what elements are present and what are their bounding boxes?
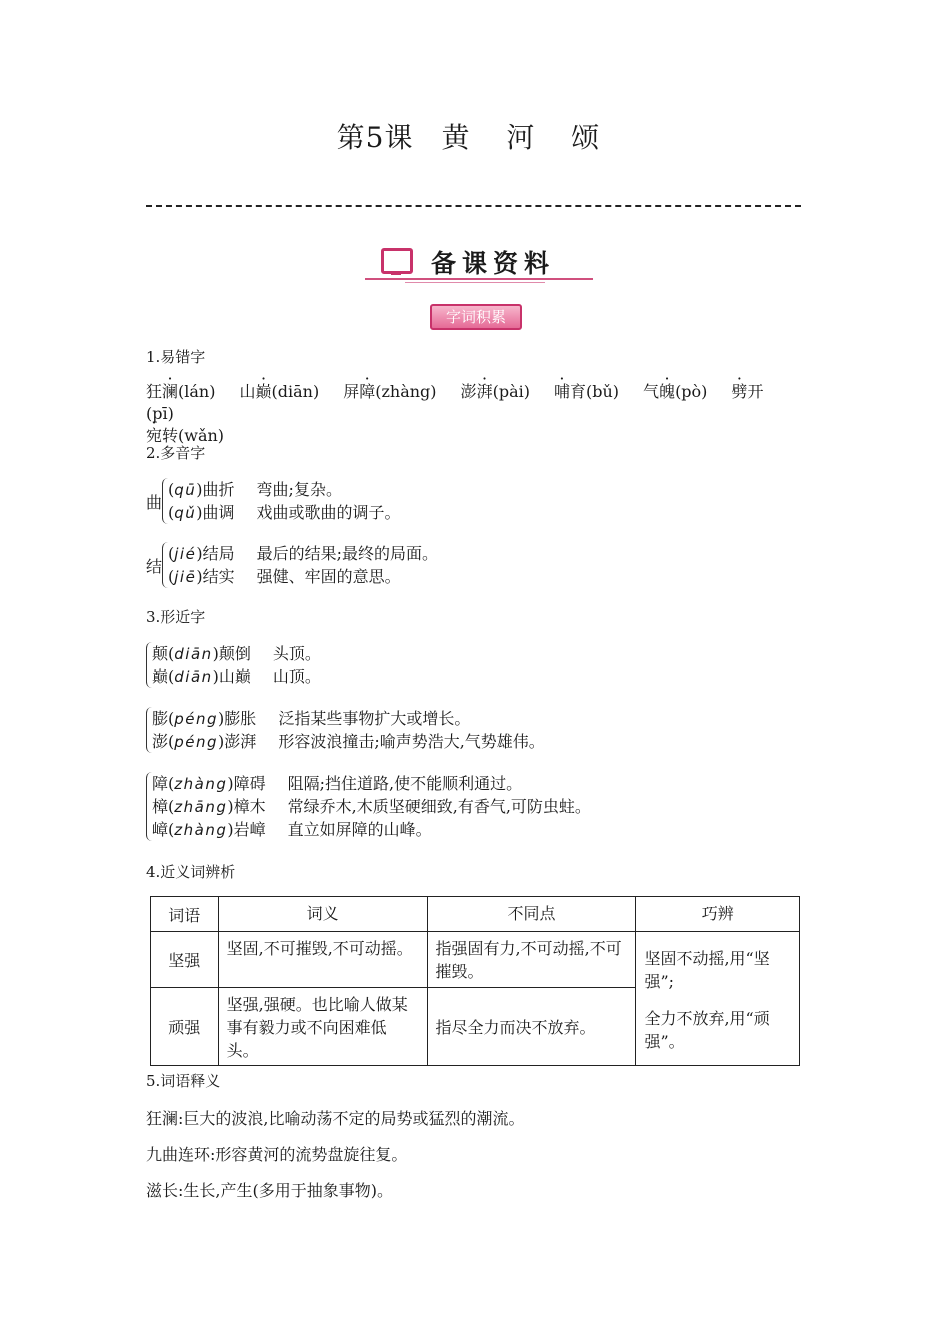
dotted-char: 湃 — [476, 382, 493, 401]
paren: ( — [168, 503, 175, 522]
wrong-char-list — [146, 381, 806, 447]
wrong-char-entry — [554, 382, 619, 401]
meaning: 强健、牢固的意思。 — [256, 567, 401, 586]
similar-char-row — [146, 642, 766, 665]
paren: ) — [227, 797, 234, 816]
polyphone-group — [162, 542, 662, 588]
word: 结局 — [202, 544, 235, 563]
paren: ) — [227, 820, 234, 839]
tip-cell — [636, 932, 800, 1066]
paren: ) — [212, 644, 219, 663]
similar-char-row — [146, 707, 766, 730]
meaning: 最后的结果;最终的局面。 — [256, 544, 438, 563]
word: 膨胀 — [224, 709, 257, 728]
paren: ( — [168, 644, 175, 663]
section-label: 备课资料 — [431, 249, 556, 278]
meaning: 常绿乔木,木质坚硬细致,有香气,可防虫蛀。 — [287, 797, 591, 816]
table-header: 词语 — [151, 897, 219, 932]
similar-char-group — [146, 707, 766, 753]
header-underline — [365, 278, 593, 280]
paren: ( — [168, 732, 175, 751]
paren: ) — [212, 667, 219, 686]
polyphone-group — [162, 478, 662, 524]
dotted-char: 巅 — [255, 382, 272, 401]
paren: ) — [196, 480, 203, 499]
word: 结实 — [202, 567, 235, 586]
paren: ) — [218, 709, 225, 728]
paren: ( — [168, 544, 175, 563]
pinyin: jiē — [174, 568, 197, 586]
entry-reading: 开(pī) — [146, 382, 764, 423]
entry-reading: (pò) — [675, 382, 708, 401]
polyphone-row — [162, 565, 662, 588]
pinyin: zhàng — [174, 775, 228, 793]
char: 障 — [152, 774, 169, 793]
polyphone-char: 结 — [146, 557, 163, 576]
word: 曲调 — [202, 503, 235, 522]
similar-char-row — [146, 772, 766, 795]
section-header — [365, 244, 593, 282]
synonym-table — [150, 896, 800, 1066]
meaning: 戏曲或歌曲的调子。 — [256, 503, 401, 522]
wrong-char-entry — [343, 382, 436, 401]
pinyin: diān — [174, 645, 213, 663]
word: 岩嶂 — [233, 820, 266, 839]
s2-heading: 2.多音字 — [146, 444, 206, 462]
paren: ( — [168, 774, 175, 793]
char: 膨 — [152, 709, 169, 728]
char: 颠 — [152, 644, 169, 663]
definition-item: 狂澜:巨大的波浪,比喻动荡不定的局势或猛烈的潮流。 — [146, 1109, 525, 1128]
paren: ) — [227, 774, 234, 793]
paren: ( — [168, 820, 175, 839]
char: 嶂 — [152, 820, 169, 839]
brace-mark — [146, 707, 152, 753]
pinyin: qǔ — [174, 504, 197, 522]
table-cell: 指强固有力,不可动摇,不可摧毁。 — [427, 932, 636, 988]
table-cell: 顽强 — [151, 988, 219, 1066]
table-header: 词义 — [218, 897, 427, 932]
entry-prefix: 澎 — [460, 382, 477, 401]
tip-text: 坚固不动摇,用“坚强”; — [644, 948, 770, 991]
subsection-badge: 字词积累 — [430, 304, 522, 330]
brace-mark — [162, 542, 168, 588]
entry-reading: (zhàng) — [375, 382, 437, 401]
paren: ( — [168, 667, 175, 686]
paren: ) — [196, 503, 203, 522]
header-underline-thin — [405, 282, 545, 283]
meaning: 头顶。 — [272, 644, 321, 663]
dotted-char: 哺 — [553, 382, 570, 401]
page-title — [0, 116, 950, 156]
entry-prefix: 气 — [643, 382, 660, 401]
pinyin: diān — [174, 668, 213, 686]
entry-reading: (pài) — [492, 382, 530, 401]
similar-char-row — [146, 795, 766, 818]
entry-reading: (diān) — [271, 382, 320, 401]
similar-char-row — [146, 665, 766, 688]
paren: ( — [168, 567, 175, 586]
polyphone-row — [162, 542, 662, 565]
meaning: 形容波浪撞击;喻声势浩大,气势雄伟。 — [278, 732, 545, 751]
table-cell: 坚强 — [151, 932, 219, 988]
dashed-divider — [146, 205, 801, 207]
similar-char-row — [146, 818, 766, 841]
paren: ( — [168, 480, 175, 499]
paren: ( — [168, 797, 175, 816]
dotted-char: 澜 — [162, 382, 179, 401]
s4-heading: 4.近义词辨析 — [146, 863, 236, 881]
word: 颠倒 — [218, 644, 251, 663]
pinyin: péng — [174, 710, 219, 728]
wrong-char-entry — [239, 382, 319, 401]
paren: ) — [196, 544, 203, 563]
dotted-char: 劈 — [731, 382, 748, 401]
similar-char-group — [146, 772, 766, 841]
table-header: 不同点 — [427, 897, 636, 932]
meaning: 弯曲;复杂。 — [256, 480, 342, 499]
meaning: 山顶。 — [272, 667, 321, 686]
paren: ) — [196, 567, 203, 586]
polyphone-row — [162, 501, 662, 524]
lesson-number: 第5课 — [336, 121, 414, 154]
similar-char-group — [146, 642, 766, 688]
dotted-char: 魄 — [659, 382, 676, 401]
table-cell: 坚强,强硬。也比喻人做某事有毅力或不向困难低头。 — [218, 988, 427, 1066]
entry-reading: 转(wǎn) — [162, 426, 225, 445]
wrong-char-entry — [643, 382, 707, 401]
wrong-char-entry — [146, 382, 215, 401]
polyphone-char: 曲 — [146, 493, 163, 512]
dotted-char: 障 — [359, 382, 376, 401]
char: 樟 — [152, 797, 169, 816]
word: 障碍 — [233, 774, 266, 793]
meaning: 泛指某些事物扩大或增长。 — [278, 709, 471, 728]
pinyin: zhāng — [174, 798, 228, 816]
similar-char-row — [146, 730, 766, 753]
char: 澎 — [152, 732, 169, 751]
word: 曲折 — [202, 480, 235, 499]
entry-reading: (lán) — [178, 382, 216, 401]
word: 澎湃 — [224, 732, 257, 751]
table-cell: 坚固,不可摧毁,不可动摇。 — [218, 932, 427, 988]
polyphone-row — [162, 478, 662, 501]
pinyin: jié — [174, 545, 197, 563]
table-row — [151, 932, 800, 988]
brace-mark — [146, 772, 152, 841]
char: 巅 — [152, 667, 169, 686]
meaning: 直立如屏障的山峰。 — [287, 820, 432, 839]
monitor-icon — [381, 248, 413, 274]
brace-mark — [162, 478, 168, 524]
table-header-row — [151, 897, 800, 932]
table-cell: 指尽全力而决不放弃。 — [427, 988, 636, 1066]
word: 山巅 — [218, 667, 251, 686]
meaning: 阻隔;挡住道路,使不能顺利通过。 — [287, 774, 523, 793]
pinyin: qū — [174, 481, 197, 499]
tip-text: 全力不放弃,用“顽强”。 — [644, 1008, 770, 1051]
s1-heading: 1.易错字 — [146, 348, 206, 366]
s3-heading: 3.形近字 — [146, 608, 206, 626]
definition-item: 滋长:生长,产生(多用于抽象事物)。 — [146, 1181, 393, 1200]
entry-reading: 育(bǔ) — [569, 382, 620, 401]
entry-prefix: 山 — [239, 382, 256, 401]
paren: ( — [168, 709, 175, 728]
pinyin: zhàng — [174, 821, 228, 839]
paren: ) — [218, 732, 225, 751]
s5-heading: 5.词语释义 — [146, 1072, 221, 1090]
brace-mark — [146, 642, 152, 688]
entry-prefix: 屏 — [343, 382, 360, 401]
definition-item: 九曲连环:形容黄河的流势盘旋往复。 — [146, 1145, 408, 1164]
pinyin: péng — [174, 733, 219, 751]
wrong-char-entry — [461, 382, 530, 401]
dotted-char: 宛 — [146, 426, 163, 445]
word: 樟木 — [233, 797, 266, 816]
table-header: 巧辨 — [636, 897, 800, 932]
entry-prefix: 狂 — [146, 382, 163, 401]
lesson-name: 黄 河 颂 — [441, 121, 614, 154]
